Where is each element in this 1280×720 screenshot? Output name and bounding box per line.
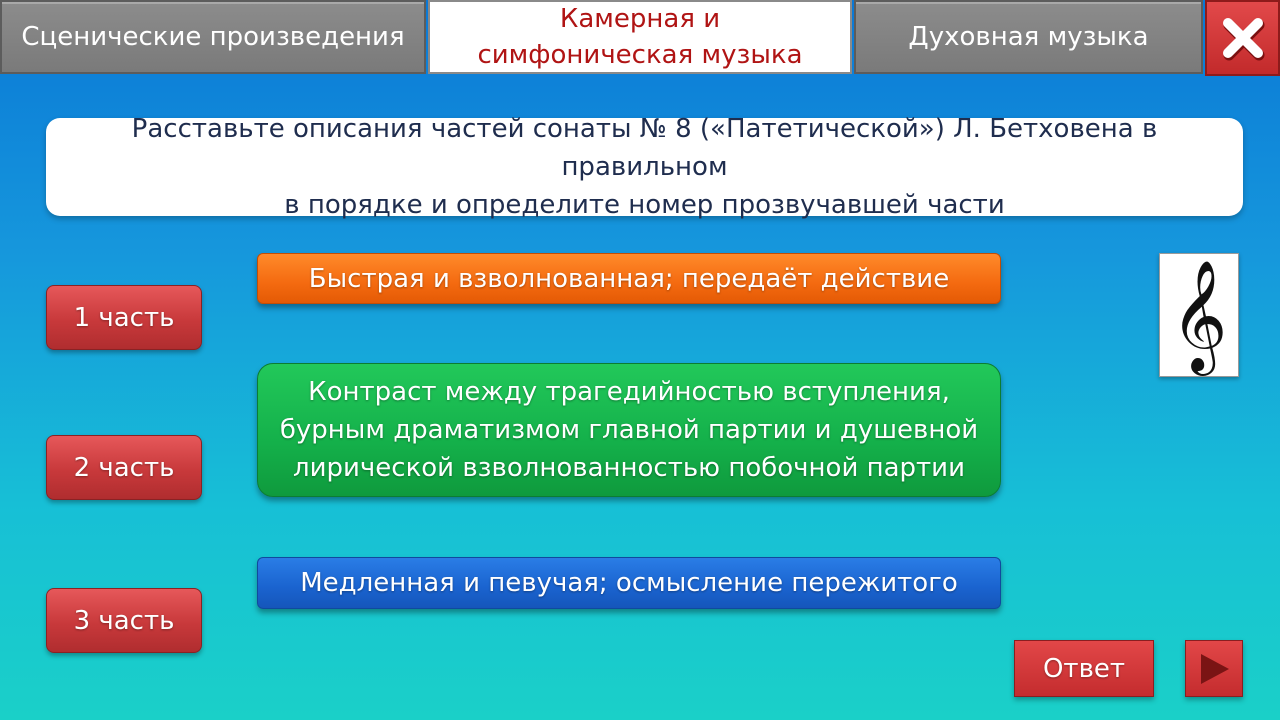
tab-sacred-music[interactable] (854, 0, 1203, 74)
treble-clef-icon: 𝄞 (1170, 259, 1228, 371)
tab-label: Сценические произведения (21, 22, 405, 52)
play-arrow-icon (1197, 652, 1231, 686)
part-3-button[interactable] (46, 588, 202, 653)
card-text: Быстрая и взволнованная; передаёт действие (308, 263, 950, 294)
description-card-blue[interactable] (257, 557, 1001, 609)
description-card-green[interactable] (257, 363, 1001, 497)
question-line-1: Расставьте описания частей сонаты № 8 («Патетической») Л. Бетховена в правильном (131, 114, 1158, 182)
answer-label: Ответ (1042, 653, 1126, 684)
part-label: 1 часть (73, 302, 175, 333)
tab-stage-works[interactable] (0, 0, 426, 74)
card-text: Медленная и певучая; осмысление пережитого (300, 568, 958, 598)
answer-button[interactable] (1014, 640, 1154, 697)
part-1-button[interactable] (46, 285, 202, 350)
part-2-button[interactable] (46, 435, 202, 500)
card-text-line-2: бурным драматизмом главной партии и душевной (279, 415, 979, 445)
card-text-line-1: Контраст между трагедийностью вступления, (308, 377, 950, 407)
play-audio-button[interactable] (1159, 253, 1239, 377)
question-line-2: в порядке и определите номер прозвучавшей части (284, 190, 1005, 220)
tab-label: Камерная и симфоническая музыка (477, 4, 803, 70)
tab-bar (0, 0, 1280, 78)
part-label: 3 часть (73, 605, 175, 636)
close-button[interactable] (1205, 0, 1280, 76)
card-text-line-3: лирической взволнованностью побочной партии (293, 453, 965, 483)
next-button[interactable] (1185, 640, 1243, 697)
close-icon (1220, 15, 1266, 61)
tab-label: Духовная музыка (908, 22, 1149, 52)
question-box (46, 114, 1243, 220)
description-card-orange[interactable] (257, 253, 1001, 304)
tab-chamber-symphonic[interactable] (428, 0, 852, 74)
part-label: 2 часть (73, 452, 175, 483)
